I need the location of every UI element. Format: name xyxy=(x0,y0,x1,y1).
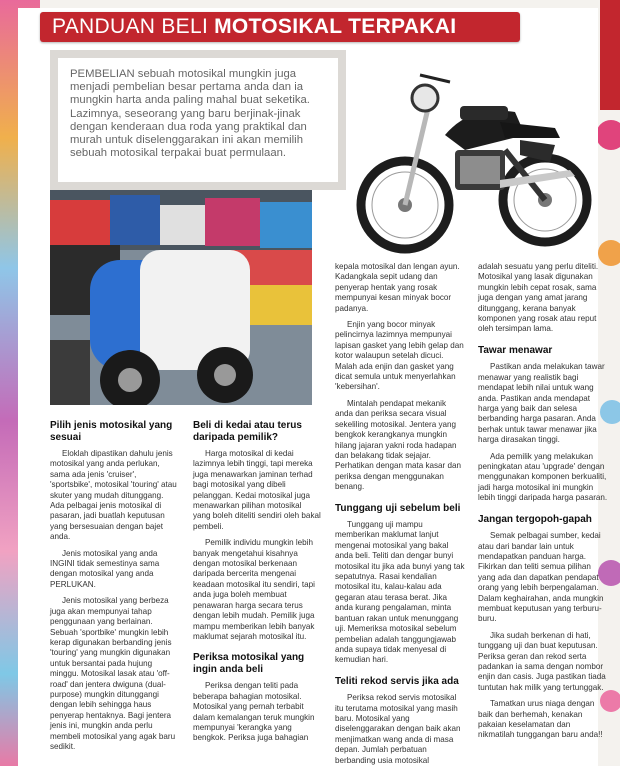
headline-main: MOTOSIKAL TERPAKAI xyxy=(214,15,457,38)
section-heading: Tawar menawar xyxy=(478,344,553,356)
headline-prefix: PANDUAN BELI xyxy=(52,15,209,38)
section-heading: Beli di kedai atau terus daripada pemilik? xyxy=(193,420,302,443)
article-column-3 xyxy=(335,262,465,766)
body-paragraph: Tamatkan urus niaga dengan baik dan berhemah, kenakan pakaian keselamatan dan nikmatilah tunggangan baru anda!! xyxy=(478,699,603,740)
body-paragraph: Tunggang uji mampu memberikan maklumat lanjut mengenai motosikal yang bakal anda beli. Teliti dan dengar bunyi motosikal itu jika ada bunyi yang tak sepatutnya. Rasai kendalian motosikal itu, kalau-kalau ada gegaran atau terasa berat. Jika anda kurang pengalaman, minta bantuan rakan untuk menunggang uji. Memeriksa motosikal sebelum pembelian adalah tanggungjawab anda supaya tidak menyesal di kemudian hari. xyxy=(335,520,465,665)
body-paragraph: Semak pelbagai sumber, kedai atau dari bandar lain untuk mendapatkan panduan harga. Fikirkan dan teliti semua pilihan yang ada dan dapatkan pendapat orang yang lebih berpengalaman. Dalam keghairahan, anda mungkin membuat keputusan yang terburu-buru. xyxy=(478,531,604,624)
intro-text: PEMBELIAN sebuah motosikal mungkin juga menjadi pembelian besar pertama anda dan ia mungkin harta anda paling mahal buat seketika. Lazimnya, seseorang yang baru berjinak-jinak dengan kenderaan dua roda yang praktikal dan murah untuk diselenggarakan ini akan memilih sebuah motosikal terpakai buat permulaan. xyxy=(70,68,310,160)
body-paragraph: Pastikan anda melakukan tawar menawar yang realistik bagi mendapat lebih nilai untuk wang anda. Pastikan anda mendapat harga yang baik dan selesa berbanding harga pasaran. Anda berhak untuk tawar menawar jika harga dirasakan tinggi. xyxy=(478,362,605,445)
article-column-2 xyxy=(193,420,321,744)
section-heading: Jangan tergopoh-gapah xyxy=(478,513,592,525)
motorcycle-photo xyxy=(350,40,600,260)
page-edge-tab xyxy=(600,0,620,110)
body-paragraph: Periksa dengan teliti pada beberapa bahagian motosikal. Motosikal yang pernah terbabit dalam kemalangan teruk mungkin mempunyai 'kerangka yang bengkok. Periksa juga bahagian xyxy=(193,681,315,743)
intro-box xyxy=(50,50,346,190)
section-heading: Pilih jenis motosikal yang sesuai xyxy=(50,420,173,443)
body-paragraph: Ada pemilik yang melakukan peningkatan atau 'upgrade' dengan menggunakan komponen berkualiti, jadi harga motosikal ini mungkin lebih tinggi daripada harga pasaran. xyxy=(478,451,608,503)
section-heading: Teliti rekod servis jika ada xyxy=(335,675,459,687)
body-paragraph: adalah sesuatu yang perlu diteliti. Motosikal yang lasak digunakan mungkin lebih cepat rosak, sama juga dengan yang amat jarang ditunggang, kerana banyak komponen yang rosak atau reput oleh tersimpan lama. xyxy=(478,262,599,334)
body-paragraph: Jenis motosikal yang berbeza juga akan mempunyai tahap penggunaan yang berlainan. Sebuah 'sportbike' mungkin lebih kerap digunakan berbanding jenis 'touring' yang mungkin digunakan untuk bersantai pada hujung minggu. Motosikal lasak atau 'off-road' dan jentera dwiguna (dual-purpose) mungkin ditunggangi dengan lebih sehingga haus penyerap hentaknya. Bagi jentera jenis ini, mungkin anda perlu membeli motosikal yang agak baru sedikit. xyxy=(50,596,176,751)
body-paragraph: Harga motosikal di kedai lazimnya lebih tinggi, tapi mereka juga menawarkan jaminan terhad bagi motosikal yang dibeli pelanggan. Kedai motosikal juga menawarkan pilihan motosikal yang boleh diteliti sendiri oleh bakal pembeli. xyxy=(193,449,321,531)
body-paragraph: Eloklah dipastikan dahulu jenis motosikal yang anda perlukan, sama ada jenis 'cruiser', 'sportsbike', motosikal 'touring' atau skuter yang mudah ditunggang. Ada pelbagai jenis motosikal di pasaran, jadi buatlah keputusan yang bersesuaian dengan bajet anda. xyxy=(50,449,177,542)
article-column-1 xyxy=(50,420,178,752)
body-paragraph: Pemilik individu mungkin lebih banyak mengetahui kisahnya dengan motosikal berkenaan daripada bercerita mengenai keadaan motosikal itu sendiri, tapi anda juga boleh membuat penawaran harga secara terus dengan lebih mudah. Pemilik juga mampu memberikan lebih banyak maklumat sejarah motosikal itu. xyxy=(193,538,315,641)
section-heading: Periksa motosikal yang ingin anda beli xyxy=(193,652,305,675)
section-heading: Tunggang uji sebelum beli xyxy=(335,502,461,514)
headline-banner xyxy=(40,12,520,42)
body-paragraph: Mintalah pendapat mekanik anda dan periksa secara visual sekeliling motosikal. Jentera yang bengkok kerangkanya mungkin hilang jajaran yakni roda hadapan dan belakang tidak sejajar. Perhatikan dengan mata kasar dan periksa dengan menggunakan benang. xyxy=(335,398,461,492)
body-paragraph: Enjin yang bocor minyak pelincirnya lazimnya mempunyai lapisan gasket yang lebih gelap dan kotor walaupun setelah dicuci. Malah ada enjin dan gasket yang dicat semula untuk menyerlahkan 'kebersihan'. xyxy=(335,320,464,392)
body-paragraph: kepala motosikal dan lengan ayun. Kadangkala sepit udang dan penyerap hentak yang rosak mempunyai kesan minyak bocor padanya. xyxy=(335,262,460,313)
article-column-4 xyxy=(478,262,608,741)
parked-motorcycles-photo xyxy=(50,190,312,405)
body-paragraph: Jika sudah berkenan di hati, tunggang uji dan buat keputusan. Periksa geran dan rekod serta padankan ia sama dengan nombor enjin dan casis. Juga pastikan tiada tuntutan hak milik yang tertunggak. xyxy=(478,630,606,692)
body-paragraph: Jenis motosikal yang anda INGINI tidak semestinya sama dengan motosikal yang anda PERLUKAN. xyxy=(50,548,160,589)
body-paragraph: Periksa rekod servis motosikal itu terutama motosikal yang masih baru. Motosikal yang diselenggarakan dengan baik akan menjimatkan wang anda di masa depan. Jumlah perbatuan berbanding usia motosikal xyxy=(335,693,461,765)
